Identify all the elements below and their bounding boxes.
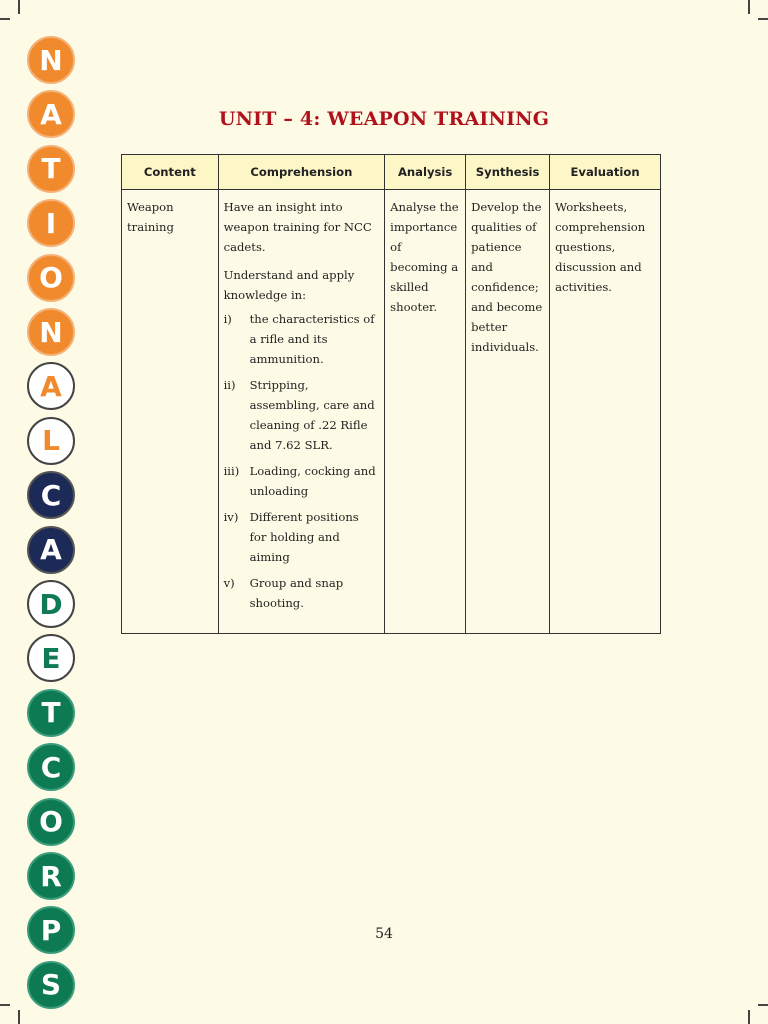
letter-circle-a: A [27,362,75,410]
letter-circle-c: C [27,743,75,791]
list-item: iv) Different positions for holding and aiming [223,510,359,564]
list-item: iii) Loading, cocking and unloading [223,464,376,498]
table-row [122,190,661,634]
letter-circle-a: A [27,90,75,138]
table-header-row [122,155,661,190]
letter-circle-t: T [27,689,75,737]
page-number: 54 [375,926,393,942]
header-analysis: Analysis [385,155,466,190]
cell-analysis: Analyse the importance of becoming a skilled shooter. [385,190,466,634]
comprehension-intro: Have an insight into weapon training for NCC cadets. [223,200,372,254]
list-item: v) Group and snap shooting. [223,576,344,610]
header-evaluation: Evaluation [550,155,661,190]
list-item: ii) Stripping, assembling, care and cleaning of .22 Rifle and 7.62 SLR. [223,378,375,452]
header-content: Content [122,155,219,190]
crop-mark [758,1004,768,1006]
letter-circle-l: L [27,417,75,465]
letter-circle-t: T [27,145,75,193]
page-title: UNIT – 4: WEAPON TRAINING [218,108,550,130]
cell-comprehension [218,190,385,634]
letter-circle-i: I [27,199,75,247]
comprehension-lead: Understand and apply knowledge in: [223,268,355,302]
crop-mark [18,1010,20,1024]
syllabus-table [121,154,661,634]
letter-circle-c: C [27,471,75,519]
letter-circle-e: E [27,634,75,682]
letter-circle-p: P [27,906,75,954]
letter-circle-d: D [27,580,75,628]
letter-circle-s: S [27,961,75,1009]
crop-mark [748,1010,750,1024]
list-item: i) the characteristics of a rifle and its ammunition. [223,312,375,366]
crop-mark [0,18,10,20]
crop-mark [0,1004,10,1006]
cell-content: Weapon training [122,190,219,634]
letter-circle-o: O [27,254,75,302]
cell-synthesis: Develop the qualities of patience and confidence; and become better individuals. [466,190,550,634]
cell-evaluation: Worksheets, comprehension questions, discussion and activities. [550,190,661,634]
letter-circle-r: R [27,852,75,900]
letter-circle-n: N [27,308,75,356]
crop-mark [758,18,768,20]
letter-circle-n: N [27,36,75,84]
header-synthesis: Synthesis [466,155,550,190]
letter-circle-a: A [27,526,75,574]
letter-circle-o: O [27,798,75,846]
crop-mark [18,0,20,14]
crop-mark [748,0,750,14]
header-comprehension: Comprehension [218,155,385,190]
